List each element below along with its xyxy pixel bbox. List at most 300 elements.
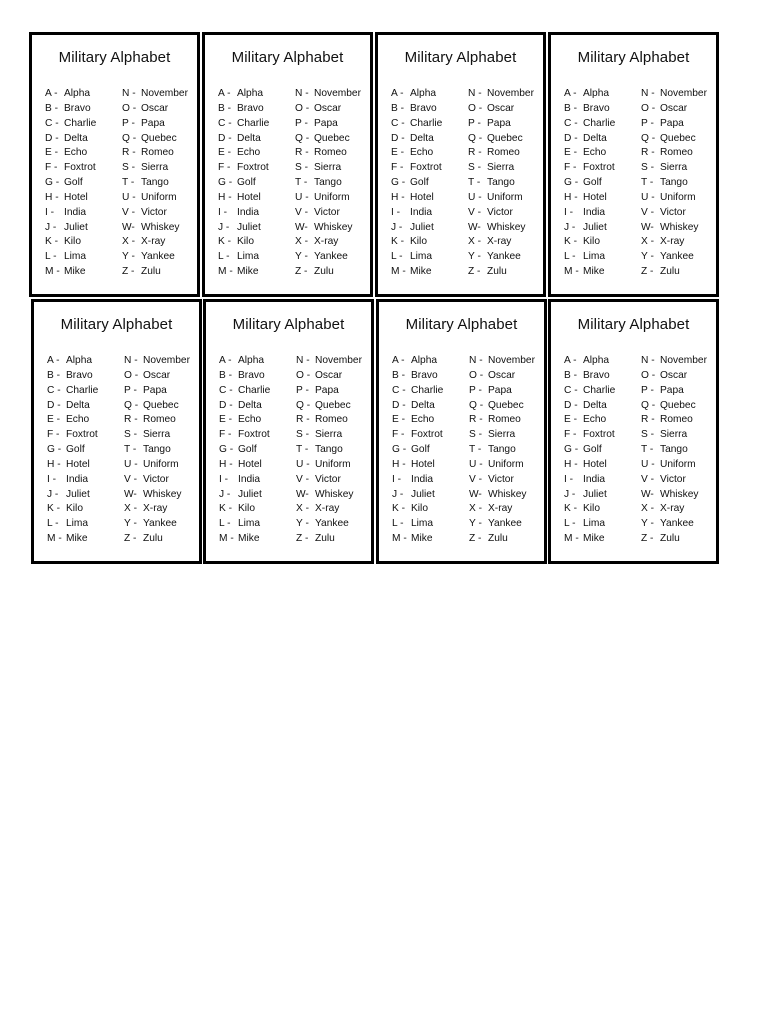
- alphabet-entry: [45, 265, 96, 280]
- entry-codeword: Lima: [410, 251, 433, 263]
- left-column: [218, 87, 269, 280]
- entry-codeword: Foxtrot: [411, 429, 443, 441]
- entry-codeword: Delta: [410, 132, 434, 144]
- entry-codeword: Delta: [66, 399, 90, 411]
- entry-letter: M -: [47, 533, 62, 545]
- alphabet-entry: [124, 502, 190, 517]
- alphabet-entry: [45, 191, 96, 206]
- alphabet-entry: [469, 458, 535, 473]
- entry-codeword: Uniform: [314, 191, 350, 203]
- entry-letter: W-: [122, 221, 135, 233]
- alphabet-entry: [469, 473, 535, 488]
- entry-letter: Y -: [641, 518, 654, 530]
- entry-codeword: Bravo: [64, 102, 91, 114]
- entry-letter: S -: [295, 162, 309, 174]
- entry-letter: E -: [219, 414, 233, 426]
- entry-codeword: Mike: [64, 266, 86, 278]
- entry-letter: B -: [564, 369, 578, 381]
- entry-codeword: Hotel: [66, 458, 90, 470]
- entry-codeword: Yankee: [141, 251, 175, 263]
- entry-letter: K -: [392, 503, 406, 515]
- entry-letter: B -: [219, 369, 233, 381]
- entry-letter: Q -: [124, 399, 139, 411]
- entry-letter: G -: [219, 444, 234, 456]
- entry-letter: K -: [219, 503, 233, 515]
- alphabet-entry: [218, 250, 269, 265]
- entry-letter: Z -: [641, 533, 654, 545]
- entry-codeword: Golf: [410, 177, 429, 189]
- entry-letter: X -: [641, 236, 655, 248]
- entry-letter: Q -: [296, 399, 311, 411]
- alphabet-entry: [218, 146, 269, 161]
- entry-codeword: Papa: [315, 384, 339, 396]
- entry-letter: J -: [391, 221, 403, 233]
- alphabet-entry: [564, 443, 615, 458]
- entry-codeword: Charlie: [238, 384, 271, 396]
- alphabet-entry: [641, 235, 707, 250]
- entry-codeword: Kilo: [583, 236, 600, 248]
- alphabet-entry: [641, 206, 707, 221]
- entry-letter: T -: [296, 444, 309, 456]
- entry-letter: O -: [296, 369, 311, 381]
- entry-codeword: Zulu: [488, 533, 508, 545]
- entry-letter: P -: [641, 117, 654, 129]
- entry-codeword: Echo: [64, 147, 88, 159]
- entry-letter: L -: [219, 518, 231, 530]
- alphabet-entry: [641, 428, 707, 443]
- alphabet-entry: [392, 428, 443, 443]
- card-title: Military Alphabet: [58, 49, 171, 66]
- entry-letter: Z -: [295, 266, 308, 278]
- entry-letter: U -: [295, 191, 309, 203]
- entry-letter: H -: [47, 458, 61, 470]
- entry-letter: P -: [295, 117, 308, 129]
- alphabet-entry: [124, 428, 190, 443]
- entry-letter: F -: [564, 162, 577, 174]
- entry-codeword: Zulu: [660, 266, 680, 278]
- alphabet-entry: [391, 161, 442, 176]
- entry-codeword: Kilo: [238, 503, 255, 515]
- card-title: Military Alphabet: [404, 49, 517, 66]
- entry-codeword: Charlie: [411, 384, 444, 396]
- entry-codeword: Quebec: [660, 399, 696, 411]
- entry-letter: U -: [124, 458, 138, 470]
- alphabet-entry: [564, 413, 615, 428]
- alphabet-entry: [219, 399, 270, 414]
- alphabet-entry: [122, 87, 188, 102]
- flashcard: [548, 32, 719, 297]
- entry-codeword: Uniform: [660, 191, 696, 203]
- alphabet-entry: [468, 235, 534, 250]
- entry-letter: G -: [564, 444, 579, 456]
- entry-letter: M -: [219, 533, 234, 545]
- entry-codeword: Alpha: [583, 355, 610, 366]
- right-column: [641, 87, 707, 280]
- entry-codeword: Delta: [238, 399, 262, 411]
- left-column: [219, 354, 270, 547]
- entry-letter: Q -: [295, 132, 310, 144]
- entry-codeword: X-ray: [143, 503, 168, 515]
- entry-letter: G -: [47, 444, 62, 456]
- right-column: [468, 87, 534, 280]
- entry-letter: J -: [47, 488, 59, 500]
- entry-codeword: Romeo: [143, 414, 176, 426]
- alphabet-entry: [296, 399, 362, 414]
- alphabet-entry: [218, 265, 269, 280]
- entry-codeword: Foxtrot: [583, 429, 615, 441]
- entry-codeword: Golf: [237, 177, 256, 189]
- entry-letter: T -: [641, 177, 654, 189]
- entry-codeword: Echo: [237, 147, 261, 159]
- entry-letter: K -: [564, 503, 578, 515]
- alphabet-entry: [122, 221, 188, 236]
- alphabet-entry: [641, 413, 707, 428]
- entry-letter: W-: [296, 488, 309, 500]
- entry-letter: Z -: [124, 533, 137, 545]
- alphabet-entry: [564, 221, 615, 236]
- entry-codeword: Whiskey: [143, 488, 182, 500]
- alphabet-entry: [296, 369, 362, 384]
- entry-codeword: X-ray: [488, 503, 513, 515]
- flashcard: [202, 32, 373, 297]
- entry-codeword: Delta: [64, 132, 88, 144]
- alphabet-entry: [469, 384, 535, 399]
- entry-codeword: Sierra: [660, 429, 688, 441]
- entry-codeword: Quebec: [314, 132, 350, 144]
- entry-codeword: Victor: [141, 206, 167, 218]
- card-title: Military Alphabet: [577, 316, 690, 333]
- entry-letter: U -: [468, 191, 482, 203]
- entry-codeword: Romeo: [141, 147, 174, 159]
- entry-letter: N -: [124, 355, 138, 366]
- entry-codeword: Lima: [583, 251, 606, 263]
- entry-codeword: Tango: [141, 177, 169, 189]
- entry-letter: O -: [124, 369, 139, 381]
- entry-codeword: Foxtrot: [64, 162, 96, 174]
- alphabet-entry: [45, 221, 96, 236]
- alphabet-entry: [391, 87, 442, 102]
- entry-codeword: India: [66, 473, 89, 485]
- alphabet-entry: [392, 399, 443, 414]
- alphabet-entry: [641, 399, 707, 414]
- entry-codeword: Romeo: [488, 414, 521, 426]
- entry-letter: S -: [124, 429, 138, 441]
- alphabet-entry: [47, 473, 98, 488]
- entry-codeword: Zulu: [141, 266, 161, 278]
- entry-letter: F -: [47, 429, 60, 441]
- entry-letter: M -: [218, 266, 233, 278]
- entry-codeword: Golf: [583, 177, 602, 189]
- alphabet-entry: [391, 221, 442, 236]
- entry-codeword: Golf: [64, 177, 83, 189]
- entry-letter: X -: [468, 236, 482, 248]
- entry-codeword: Romeo: [314, 147, 347, 159]
- entry-letter: A -: [564, 88, 577, 99]
- entry-letter: H -: [564, 191, 578, 203]
- entry-codeword: Victor: [143, 473, 169, 485]
- alphabet-entry: [392, 488, 443, 503]
- alphabet-entry: [392, 354, 443, 369]
- alphabet-entry: [219, 443, 270, 458]
- alphabet-entry: [468, 102, 534, 117]
- entry-codeword: Zulu: [143, 533, 163, 545]
- entry-codeword: Juliet: [583, 221, 607, 233]
- entry-letter: L -: [218, 251, 230, 263]
- entry-codeword: Hotel: [411, 458, 435, 470]
- alphabet-entry: [47, 369, 98, 384]
- entry-letter: Z -: [122, 266, 135, 278]
- right-column: [469, 354, 535, 547]
- entry-letter: C -: [218, 117, 232, 129]
- alphabet-entry: [219, 384, 270, 399]
- entry-codeword: Whiskey: [487, 221, 526, 233]
- entry-letter: E -: [45, 147, 59, 159]
- entry-letter: D -: [218, 132, 232, 144]
- alphabet-entry: [122, 132, 188, 147]
- alphabet-entry: [122, 206, 188, 221]
- entry-letter: V -: [296, 473, 310, 485]
- alphabet-entry: [469, 443, 535, 458]
- entry-codeword: Mike: [583, 533, 605, 545]
- entry-codeword: Hotel: [64, 191, 88, 203]
- entry-codeword: Papa: [488, 384, 512, 396]
- entry-codeword: Oscar: [143, 369, 171, 381]
- entry-letter: J -: [218, 221, 230, 233]
- alphabet-entry: [296, 458, 362, 473]
- alphabet-entry: [218, 117, 269, 132]
- entry-codeword: Whiskey: [660, 488, 699, 500]
- alphabet-entry: [641, 87, 707, 102]
- entry-codeword: Sierra: [315, 429, 343, 441]
- entry-codeword: Yankee: [488, 518, 522, 530]
- entry-codeword: Quebec: [141, 132, 177, 144]
- entry-letter: G -: [392, 444, 407, 456]
- entry-letter: W-: [468, 221, 481, 233]
- alphabet-entry: [564, 87, 615, 102]
- entry-codeword: Alpha: [237, 88, 264, 99]
- entry-codeword: Zulu: [660, 533, 680, 545]
- entry-letter: X -: [296, 503, 310, 515]
- alphabet-entry: [468, 117, 534, 132]
- entry-letter: N -: [641, 88, 655, 99]
- alphabet-entry: [641, 102, 707, 117]
- alphabet-entry: [295, 87, 361, 102]
- alphabet-entry: [124, 413, 190, 428]
- entry-letter: I -: [45, 206, 55, 218]
- alphabet-entry: [564, 176, 615, 191]
- flashcard: [31, 299, 202, 564]
- alphabet-entry: [641, 443, 707, 458]
- alphabet-entry: [219, 369, 270, 384]
- entry-letter: K -: [45, 236, 59, 248]
- alphabet-entry: [295, 206, 361, 221]
- entry-codeword: Bravo: [583, 369, 610, 381]
- entry-codeword: Kilo: [411, 503, 428, 515]
- entry-codeword: India: [237, 206, 260, 218]
- alphabet-entry: [391, 265, 442, 280]
- alphabet-entry: [468, 221, 534, 236]
- entry-codeword: Hotel: [238, 458, 262, 470]
- entry-codeword: Golf: [411, 444, 430, 456]
- alphabet-entry: [469, 413, 535, 428]
- entry-codeword: Oscar: [315, 369, 343, 381]
- entry-letter: U -: [641, 458, 655, 470]
- alphabet-entry: [219, 517, 270, 532]
- entry-letter: X -: [124, 503, 138, 515]
- entry-letter: T -: [468, 177, 481, 189]
- alphabet-entry: [218, 206, 269, 221]
- alphabet-entry: [469, 502, 535, 517]
- entry-letter: K -: [218, 236, 232, 248]
- entry-codeword: Papa: [314, 117, 338, 129]
- alphabet-entry: [122, 161, 188, 176]
- alphabet-entry: [296, 413, 362, 428]
- entry-codeword: Golf: [583, 444, 602, 456]
- alphabet-entry: [124, 517, 190, 532]
- entry-codeword: Tango: [488, 444, 516, 456]
- entry-letter: I -: [219, 473, 229, 485]
- alphabet-entry: [295, 250, 361, 265]
- entry-codeword: Golf: [66, 444, 85, 456]
- alphabet-entry: [45, 250, 96, 265]
- alphabet-entry: [392, 458, 443, 473]
- entry-codeword: Bravo: [411, 369, 438, 381]
- entry-codeword: November: [660, 88, 707, 99]
- entry-codeword: Kilo: [64, 236, 81, 248]
- entry-codeword: Tango: [315, 444, 343, 456]
- alphabet-entry: [218, 161, 269, 176]
- alphabet-entry: [219, 532, 270, 547]
- entry-codeword: Zulu: [315, 533, 335, 545]
- entry-codeword: Romeo: [315, 414, 348, 426]
- entry-codeword: Alpha: [66, 355, 93, 366]
- entry-codeword: Mike: [583, 266, 605, 278]
- entry-letter: V -: [295, 206, 309, 218]
- entry-letter: L -: [45, 251, 57, 263]
- alphabet-entry: [641, 161, 707, 176]
- alphabet-entry: [47, 517, 98, 532]
- entry-letter: I -: [564, 473, 574, 485]
- alphabet-entry: [392, 413, 443, 428]
- entry-letter: R -: [468, 147, 482, 159]
- entry-codeword: Kilo: [66, 503, 83, 515]
- entry-codeword: India: [583, 206, 606, 218]
- alphabet-entry: [296, 443, 362, 458]
- right-column: [641, 354, 707, 547]
- entry-letter: G -: [391, 177, 406, 189]
- entry-letter: G -: [45, 177, 60, 189]
- entry-letter: I -: [47, 473, 57, 485]
- entry-letter: P -: [468, 117, 481, 129]
- alphabet-entry: [391, 250, 442, 265]
- entry-codeword: X-ray: [141, 236, 166, 248]
- entry-letter: T -: [469, 444, 482, 456]
- alphabet-entry: [641, 117, 707, 132]
- entry-letter: T -: [124, 444, 137, 456]
- alphabet-entry: [564, 502, 615, 517]
- entry-letter: W-: [641, 488, 654, 500]
- entry-letter: C -: [47, 384, 61, 396]
- entry-letter: O -: [295, 102, 310, 114]
- alphabet-entry: [468, 87, 534, 102]
- entry-codeword: Echo: [411, 414, 435, 426]
- entry-letter: T -: [641, 444, 654, 456]
- entry-codeword: India: [238, 473, 261, 485]
- entry-letter: X -: [641, 503, 655, 515]
- entry-letter: K -: [564, 236, 578, 248]
- entry-letter: G -: [218, 177, 233, 189]
- entry-letter: L -: [564, 518, 576, 530]
- entry-codeword: Hotel: [237, 191, 261, 203]
- alphabet-entry: [295, 176, 361, 191]
- alphabet-entry: [641, 532, 707, 547]
- alphabet-entry: [122, 102, 188, 117]
- alphabet-entry: [392, 532, 443, 547]
- entry-codeword: Alpha: [411, 355, 438, 366]
- entry-letter: N -: [295, 88, 309, 99]
- alphabet-entry: [124, 458, 190, 473]
- alphabet-entry: [45, 235, 96, 250]
- entry-letter: S -: [468, 162, 482, 174]
- entry-codeword: Juliet: [583, 488, 607, 500]
- entry-codeword: November: [143, 355, 190, 366]
- alphabet-entry: [469, 532, 535, 547]
- entry-letter: J -: [392, 488, 404, 500]
- entry-letter: S -: [469, 429, 483, 441]
- entry-letter: L -: [392, 518, 404, 530]
- alphabet-entry: [296, 532, 362, 547]
- entry-codeword: Victor: [660, 206, 686, 218]
- alphabet-entry: [47, 354, 98, 369]
- entry-codeword: Delta: [237, 132, 261, 144]
- alphabet-entry: [564, 369, 615, 384]
- entry-codeword: Alpha: [410, 88, 437, 99]
- alphabet-entry: [468, 176, 534, 191]
- entry-letter: A -: [219, 355, 232, 366]
- entry-letter: A -: [45, 88, 58, 99]
- entry-codeword: Foxtrot: [66, 429, 98, 441]
- entry-codeword: Quebec: [660, 132, 696, 144]
- entry-letter: I -: [218, 206, 228, 218]
- entry-codeword: Charlie: [583, 384, 616, 396]
- flashcard: [203, 299, 374, 564]
- alphabet-entry: [564, 384, 615, 399]
- entry-codeword: Papa: [143, 384, 167, 396]
- alphabet-entry: [468, 265, 534, 280]
- entry-codeword: Zulu: [487, 266, 507, 278]
- entry-codeword: Alpha: [64, 88, 91, 99]
- entry-codeword: Charlie: [583, 117, 616, 129]
- entry-codeword: Quebec: [315, 399, 351, 411]
- entry-letter: E -: [47, 414, 61, 426]
- alphabet-entry: [295, 235, 361, 250]
- alphabet-entry: [564, 265, 615, 280]
- alphabet-entry: [564, 428, 615, 443]
- entry-codeword: India: [64, 206, 87, 218]
- entry-codeword: Mike: [66, 533, 88, 545]
- entry-codeword: Kilo: [237, 236, 254, 248]
- entry-codeword: X-ray: [660, 236, 685, 248]
- alphabet-entry: [218, 87, 269, 102]
- alphabet-entry: [295, 265, 361, 280]
- alphabet-entry: [295, 221, 361, 236]
- alphabet-entry: [47, 502, 98, 517]
- entry-letter: I -: [392, 473, 402, 485]
- alphabet-entry: [47, 413, 98, 428]
- entry-codeword: Oscar: [141, 102, 169, 114]
- alphabet-entry: [391, 206, 442, 221]
- entry-codeword: Lima: [237, 251, 260, 263]
